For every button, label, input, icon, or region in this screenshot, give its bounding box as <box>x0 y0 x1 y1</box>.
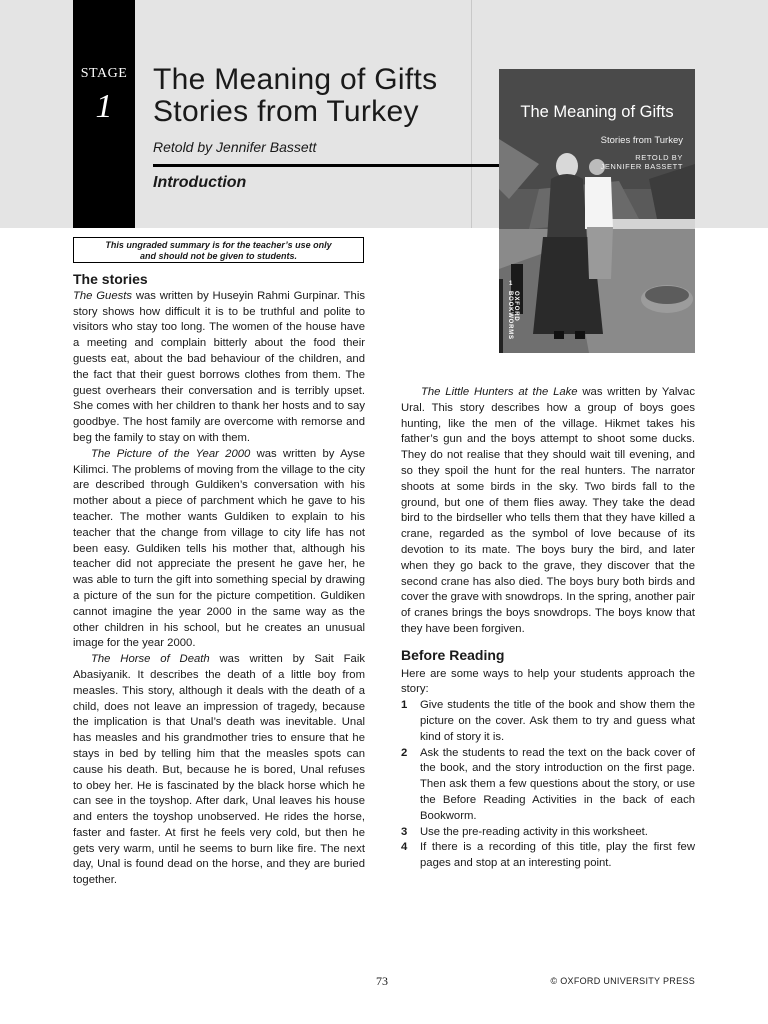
story-picture-2000 <box>73 447 365 652</box>
story-summary: was written by Sait Faik Abasiyanik. It describes the death of a little boy from measles. This story, although it deals with the death of a child, does not leave an impression of tragedy, because the implication is that Unal’s death was inevitable. Unal has measles and his grandmother tries to ensure that he stays in bed by telling him that the measles spots can cause his death. But, because he is bored, Unal refuses to obey her. He is fascinated by the black horse which he can see in the toyshop. After dark, Unal leaves his house and enters the toyshop unobserved. He rides the horse, faster and faster. At first he feels very cold, but then he gets very warm, until he seems to burn like fire. The next day, Unal is found dead on the horse, and they are buried together. <box>73 653 365 887</box>
header-divider <box>471 0 472 228</box>
byline: Retold by Jennifer Bassett <box>153 139 317 155</box>
notice-line-2: and should not be given to students. <box>140 251 297 261</box>
stories-heading: The stories <box>73 271 148 287</box>
story-horse-of-death <box>73 652 365 889</box>
step-number: 1 <box>401 699 408 712</box>
step-text: Give students the title of the book and show them the picture on the cover. Ask them to try and guess what kind of story it is. <box>420 699 695 743</box>
before-reading-heading: Before Reading <box>401 646 505 663</box>
before-reading-intro: Here are some ways to help your students approach the story: <box>401 667 695 696</box>
story-guests <box>73 289 365 447</box>
step-text: If there is a recording of this title, play the first few pages and stop at an interesting point. <box>420 841 695 870</box>
page-title <box>153 64 437 128</box>
cover-byline: RETOLD BY JENNIFER BASSETT <box>600 153 683 171</box>
stage-label: STAGE <box>80 66 128 81</box>
step-text: Use the pre-reading activity in this worksheet. <box>420 825 648 838</box>
step-number: 2 <box>401 746 408 759</box>
story-title: The Horse of Death <box>91 653 210 666</box>
notice-line-1: This ungraded summary is for the teacher’s use only <box>105 240 332 250</box>
step-text: Ask the students to read the text on the back cover of the book, and the story introduction on the first page. Then ask them a few questions about the story, or use the Before Reading Activities in the back of each Bookworm. <box>420 746 695 822</box>
story-title: The Guests <box>73 289 133 302</box>
list-item <box>401 825 695 841</box>
right-column <box>401 385 695 872</box>
cover-spine-text: OXFORD BOOKWORMS <box>507 291 519 340</box>
stage-number: 1 <box>95 88 113 125</box>
story-little-hunters <box>401 385 695 638</box>
story-title: The Picture of the Year 2000 <box>91 447 251 460</box>
story-summary: was written by Yalvac Ural. This story describes how a group of boys goes hunting, like the men of the village. Hikmet takes his father’s gun and the boys attempt to shoot some ducks. They do not realise that they should wait till evening, and so they spoil the hunt for the real hunters. The narrator shoots at some birds in the sky. Two birds fall to the ground, but one of them flies away. They take the dead bird to the birdseller who tells them that they have killed a crane, regarded as the symbol of love because of its devotion to its mate. The boys bury the bird, and later when they go back to the grave, they discover that the second crane has also died. The boys bury both birds and cover the grave with snowdrops. In the spring, another pair of cranes brings the boys snowdrops. The boys know that they have been forgiven. <box>401 386 695 635</box>
title-rule <box>153 164 501 167</box>
left-column <box>73 272 365 889</box>
title-line-1: The Meaning of Gifts <box>153 63 438 96</box>
page-number: 73 <box>376 974 388 988</box>
step-number: 4 <box>401 841 408 854</box>
story-summary: was written by Ayse Kilimci. The problems of moving from the village to the city are described through Guldiken’s conversation with his mother about a piece of parchment which he gave to his teacher. The mother wants Guldiken to explain to his teacher that the change from village to city life has not been easy. Guldiken tells his mother that, although his teacher did not appreciate the present he gave her, he was able to turn the gift into something special by drawing a picture of the sun for the picture competition. Guldiken cannot imagine the year 2000 in the same way as the other children in his school, but he creates an unusual image for the year 2000. <box>73 447 365 650</box>
book-cover-image <box>499 69 695 353</box>
list-item <box>401 840 695 872</box>
list-item <box>401 698 695 745</box>
cover-title: The Meaning of Gifts <box>520 103 674 121</box>
story-summary: was written by Huseyin Rahmi Gurpinar. This story shows how difficult it is to be truthful and polite to visitors who stay too long. The women of the house have a meeting and complain bitterly about the food their guests eat, about the bad behaviour of the children, and the fact that their guest borrows clothes from them. The guest overhears their conversation and is terribly upset. She comes with her children to thank her hosts and to say goodbye. The host family are overcome with remorse and beg the family to stay on with them. <box>73 289 365 444</box>
step-number: 3 <box>401 825 408 838</box>
cover-stage-number: 1 <box>509 281 513 287</box>
list-item <box>401 746 695 825</box>
section-title: Introduction <box>153 174 247 191</box>
story-title: The Little Hunters at the Lake <box>421 386 578 398</box>
teacher-notice <box>73 237 364 263</box>
title-line-2: Stories from Turkey <box>153 95 419 128</box>
cover-subtitle: Stories from Turkey <box>600 135 683 146</box>
copyright: © OXFORD UNIVERSITY PRESS <box>550 976 695 986</box>
before-reading-steps <box>401 698 695 872</box>
